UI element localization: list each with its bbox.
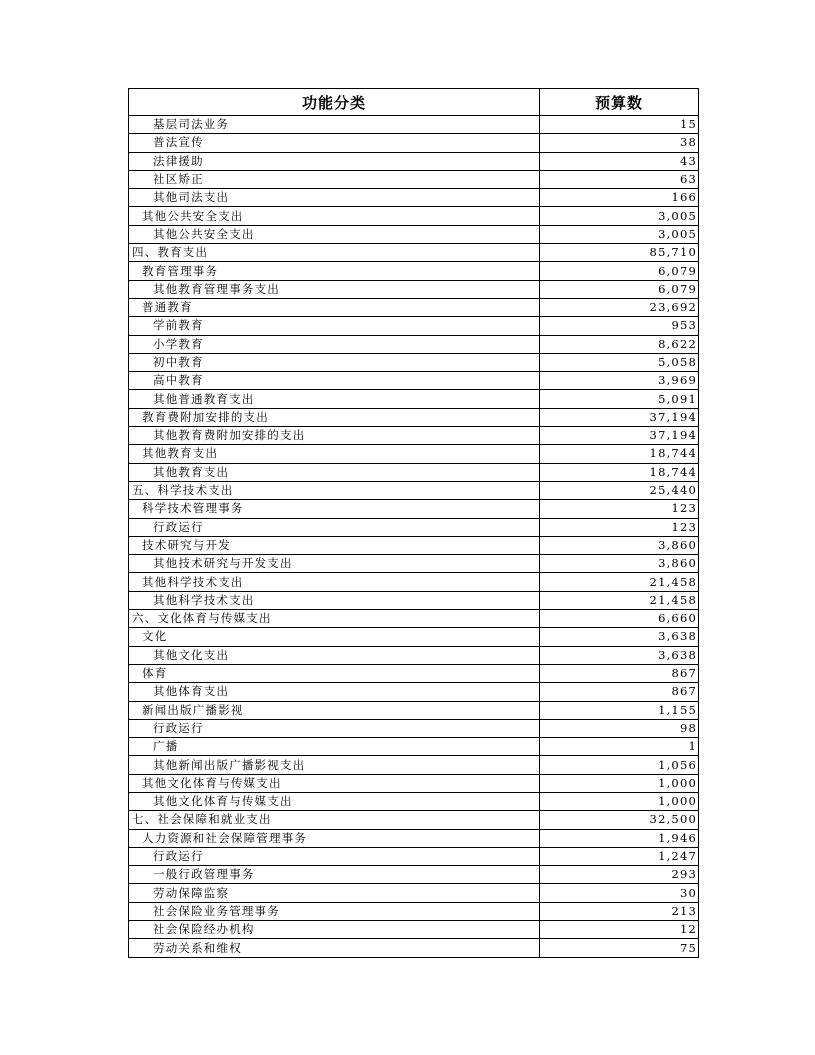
- table-row: [129, 536, 699, 554]
- category-cell: 六、文化体育与传媒支出: [129, 610, 540, 628]
- budget-table: [128, 88, 699, 958]
- budget-value-cell: 1: [540, 738, 699, 756]
- table-row: [129, 445, 699, 463]
- category-cell: 其他技术研究与开发支出: [129, 555, 540, 573]
- budget-value-cell: 18,744: [540, 463, 699, 481]
- budget-value-cell: 3,638: [540, 628, 699, 646]
- budget-value-cell: 6,660: [540, 610, 699, 628]
- category-cell: 科学技术管理事务: [129, 500, 540, 518]
- budget-value-cell: 867: [540, 683, 699, 701]
- category-cell: 广播: [129, 738, 540, 756]
- budget-value-cell: 8,622: [540, 335, 699, 353]
- table-row: [129, 646, 699, 664]
- category-cell: 社会保险经办机构: [129, 921, 540, 939]
- budget-value-cell: 213: [540, 902, 699, 920]
- budget-value-cell: 75: [540, 939, 699, 957]
- category-cell: 其他司法支出: [129, 189, 540, 207]
- budget-value-cell: 38: [540, 134, 699, 152]
- category-cell: 其他普通教育支出: [129, 390, 540, 408]
- budget-value-cell: 1,056: [540, 756, 699, 774]
- column-header-category: 功能分类: [129, 89, 540, 116]
- table-body: [129, 116, 699, 958]
- table-row: [129, 170, 699, 188]
- table-row: [129, 390, 699, 408]
- budget-value-cell: 6,079: [540, 262, 699, 280]
- category-cell: 其他教育支出: [129, 463, 540, 481]
- category-cell: 文化: [129, 628, 540, 646]
- category-cell: 行政运行: [129, 518, 540, 536]
- budget-value-cell: 123: [540, 500, 699, 518]
- budget-value-cell: 6,079: [540, 280, 699, 298]
- budget-value-cell: 25,440: [540, 481, 699, 499]
- table-header-row: [129, 89, 699, 116]
- table-row: [129, 939, 699, 957]
- category-cell: 一般行政管理事务: [129, 866, 540, 884]
- table-row: [129, 518, 699, 536]
- category-cell: 其他教育支出: [129, 445, 540, 463]
- category-cell: 普通教育: [129, 298, 540, 316]
- category-cell: 其他公共安全支出: [129, 225, 540, 243]
- category-cell: 其他新闻出版广播影视支出: [129, 756, 540, 774]
- budget-value-cell: 37,194: [540, 408, 699, 426]
- table-row: [129, 573, 699, 591]
- budget-value-cell: 3,005: [540, 207, 699, 225]
- budget-value-cell: 23,692: [540, 298, 699, 316]
- category-cell: 劳动关系和维权: [129, 939, 540, 957]
- budget-value-cell: 3,969: [540, 372, 699, 390]
- category-cell: 其他教育费附加安排的支出: [129, 427, 540, 445]
- budget-value-cell: 21,458: [540, 573, 699, 591]
- table-row: [129, 921, 699, 939]
- category-cell: 教育费附加安排的支出: [129, 408, 540, 426]
- category-cell: 高中教育: [129, 372, 540, 390]
- budget-value-cell: 293: [540, 866, 699, 884]
- budget-value-cell: 12: [540, 921, 699, 939]
- budget-value-cell: 43: [540, 152, 699, 170]
- category-cell: 基层司法业务: [129, 116, 540, 134]
- budget-value-cell: 953: [540, 317, 699, 335]
- table-row: [129, 353, 699, 371]
- category-cell: 社会保险业务管理事务: [129, 902, 540, 920]
- table-row: [129, 811, 699, 829]
- budget-value-cell: 123: [540, 518, 699, 536]
- budget-value-cell: 1,000: [540, 792, 699, 810]
- category-cell: 其他科学技术支出: [129, 573, 540, 591]
- category-cell: 小学教育: [129, 335, 540, 353]
- table-row: [129, 555, 699, 573]
- budget-value-cell: 867: [540, 664, 699, 682]
- budget-value-cell: 5,091: [540, 390, 699, 408]
- budget-value-cell: 5,058: [540, 353, 699, 371]
- table-row: [129, 408, 699, 426]
- category-cell: 社区矫正: [129, 170, 540, 188]
- table-row: [129, 463, 699, 481]
- table-row: [129, 207, 699, 225]
- budget-value-cell: 1,000: [540, 774, 699, 792]
- category-cell: 其他教育管理事务支出: [129, 280, 540, 298]
- budget-value-cell: 1,155: [540, 701, 699, 719]
- category-cell: 技术研究与开发: [129, 536, 540, 554]
- budget-value-cell: 3,638: [540, 646, 699, 664]
- category-cell: 学前教育: [129, 317, 540, 335]
- category-cell: 初中教育: [129, 353, 540, 371]
- budget-value-cell: 3,005: [540, 225, 699, 243]
- category-cell: 其他体育支出: [129, 683, 540, 701]
- category-cell: 教育管理事务: [129, 262, 540, 280]
- table-row: [129, 792, 699, 810]
- table-row: [129, 116, 699, 134]
- category-cell: 其他科学技术支出: [129, 591, 540, 609]
- table-row: [129, 664, 699, 682]
- budget-value-cell: 3,860: [540, 555, 699, 573]
- budget-value-cell: 32,500: [540, 811, 699, 829]
- category-cell: 劳动保障监察: [129, 884, 540, 902]
- table-row: [129, 372, 699, 390]
- table-row: [129, 244, 699, 262]
- table-row: [129, 719, 699, 737]
- budget-value-cell: 37,194: [540, 427, 699, 445]
- budget-value-cell: 3,860: [540, 536, 699, 554]
- budget-value-cell: 1,247: [540, 847, 699, 865]
- category-cell: 普法宣传: [129, 134, 540, 152]
- budget-value-cell: 63: [540, 170, 699, 188]
- table-row: [129, 829, 699, 847]
- budget-value-cell: 98: [540, 719, 699, 737]
- budget-value-cell: 1,946: [540, 829, 699, 847]
- table-row: [129, 134, 699, 152]
- table-row: [129, 481, 699, 499]
- category-cell: 其他文化支出: [129, 646, 540, 664]
- category-cell: 四、教育支出: [129, 244, 540, 262]
- table-row: [129, 225, 699, 243]
- table-row: [129, 262, 699, 280]
- budget-value-cell: 30: [540, 884, 699, 902]
- table-row: [129, 500, 699, 518]
- table-row: [129, 847, 699, 865]
- category-cell: 五、科学技术支出: [129, 481, 540, 499]
- table-row: [129, 317, 699, 335]
- budget-value-cell: 85,710: [540, 244, 699, 262]
- table-row: [129, 280, 699, 298]
- table-row: [129, 774, 699, 792]
- budget-value-cell: 166: [540, 189, 699, 207]
- table-row: [129, 884, 699, 902]
- table-row: [129, 610, 699, 628]
- table-row: [129, 591, 699, 609]
- table-row: [129, 427, 699, 445]
- budget-value-cell: 21,458: [540, 591, 699, 609]
- category-cell: 行政运行: [129, 847, 540, 865]
- category-cell: 法律援助: [129, 152, 540, 170]
- table-row: [129, 683, 699, 701]
- budget-value-cell: 15: [540, 116, 699, 134]
- category-cell: 其他公共安全支出: [129, 207, 540, 225]
- table-row: [129, 902, 699, 920]
- table-row: [129, 866, 699, 884]
- table-row: [129, 298, 699, 316]
- table-row: [129, 152, 699, 170]
- column-header-budget: 预算数: [540, 89, 699, 116]
- budget-value-cell: 18,744: [540, 445, 699, 463]
- table-row: [129, 335, 699, 353]
- table-row: [129, 756, 699, 774]
- table-row: [129, 189, 699, 207]
- category-cell: 七、社会保障和就业支出: [129, 811, 540, 829]
- category-cell: 体育: [129, 664, 540, 682]
- category-cell: 行政运行: [129, 719, 540, 737]
- category-cell: 新闻出版广播影视: [129, 701, 540, 719]
- category-cell: 其他文化体育与传媒支出: [129, 774, 540, 792]
- table-row: [129, 701, 699, 719]
- category-cell: 人力资源和社会保障管理事务: [129, 829, 540, 847]
- category-cell: 其他文化体育与传媒支出: [129, 792, 540, 810]
- table-row: [129, 738, 699, 756]
- table-row: [129, 628, 699, 646]
